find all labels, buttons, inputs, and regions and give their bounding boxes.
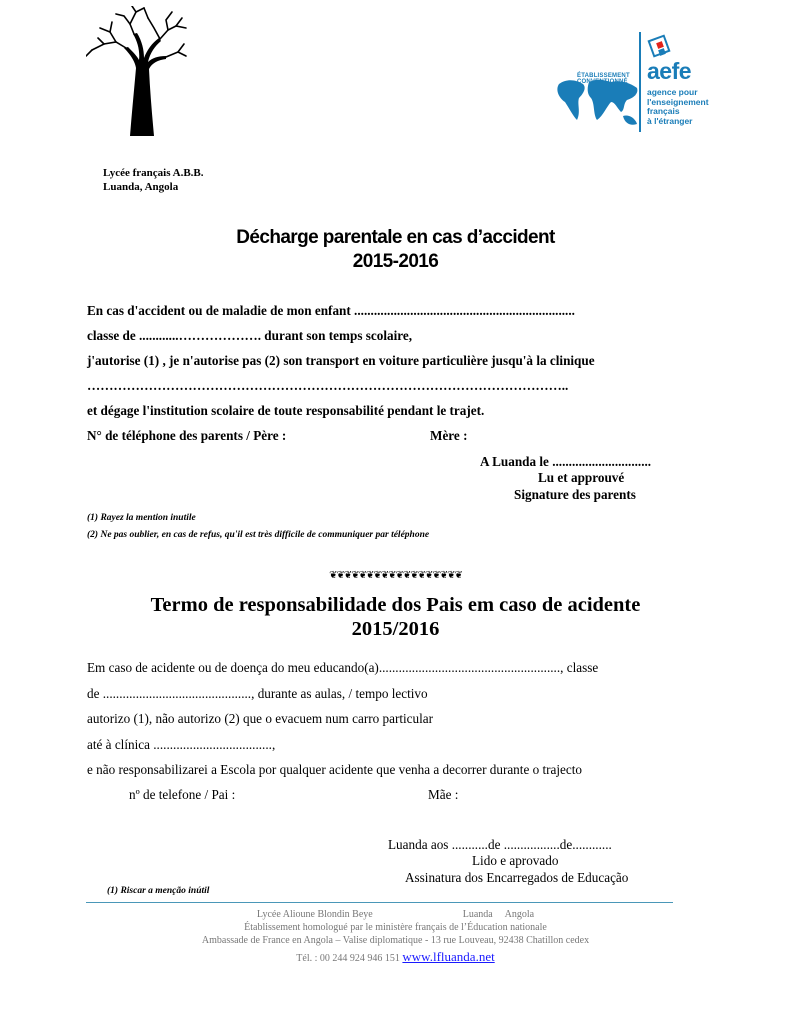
- fr-year: 2015-2016: [352, 251, 439, 272]
- footer-phone: Tél. : 00 244 924 946 151: [296, 953, 400, 964]
- fr-phone-father-label: N° de téléphone des parents / Père :: [87, 428, 287, 443]
- fr-title: Décharge parentale en cas d’accident: [236, 227, 555, 248]
- pt-phone-mother-label: Mãe :: [428, 787, 459, 802]
- pt-signature-label: Assinatura dos Encarregados de Educação: [405, 870, 629, 885]
- aefe-divider: [639, 32, 641, 132]
- fr-phone-mother-label: Mère :: [430, 428, 468, 443]
- fr-line-4: ………………………………………………………………………………………………..: [87, 378, 569, 393]
- fr-signature-label: Signature des parents: [514, 487, 636, 502]
- baobab-tree-logo: [86, 6, 188, 136]
- pt-line-2: de ............................................., durante as aulas, / tempo lectivo: [87, 686, 428, 701]
- pt-title: Termo de responsabilidade dos Pais em caso de acidente: [150, 594, 641, 616]
- pt-read-approved: Lido e aprovado: [472, 853, 559, 868]
- fr-line-3: j'autorise (1) , je n'autorise pas (2) son transport en voiture particulière jusqu'à la clinique: [87, 353, 595, 368]
- aefe-tag3: français: [647, 106, 680, 116]
- ornament-separator: ❦❦❦❦❦❦❦❦❦❦❦❦❦❦❦❦❦❦: [329, 570, 462, 581]
- pt-place-date: Luanda aos ...........de .................de............: [388, 837, 612, 852]
- school-name: Lycée français A.B.B.: [103, 167, 204, 179]
- pt-note-1: (1) Riscar a menção inútil: [107, 886, 210, 896]
- pt-line-4: até à clínica ....................................,: [87, 737, 276, 752]
- aefe-badge-line1: ÉTABLISSEMENT: [577, 73, 630, 79]
- aefe-tag2: l'enseignement: [647, 96, 709, 107]
- fr-line-5: et dégage l'institution scolaire de toute responsabilité pendant le trajet.: [87, 403, 485, 418]
- footer-homologation: Établissement homologué par le ministère français de l’Éducation nationale: [244, 922, 547, 933]
- aefe-tag1: agence pour: [647, 87, 698, 97]
- footer-address: Ambassade de France en Angola – Valise diplomatique - 13 rue Louveau, 92438 Chatillon cedex: [201, 935, 590, 946]
- fr-note-1: (1) Rayez la mention inutile: [87, 513, 196, 523]
- fr-line-2: classe de ............………………. durant son temps scolaire,: [87, 328, 413, 343]
- aefe-tag4: à l'étranger: [647, 115, 693, 126]
- aefe-logo: [553, 30, 718, 135]
- pt-line-3: autorizo (1), não autorizo (2) que o evacuem num carro particular: [87, 711, 434, 726]
- aefe-name: aefe: [647, 58, 692, 84]
- fr-note-2: (2) Ne pas oublier, en cas de refus, qu'il est très difficile de communiquer par téléphone: [87, 530, 430, 540]
- pt-line-5: e não responsabilizarei a Escola por qualquer acidente que venha a decorrer durante o trajecto: [87, 762, 583, 777]
- fr-line-1: En cas d'accident ou de maladie de mon enfant ...................................................................: [87, 303, 575, 318]
- footer-website-link[interactable]: www.lfluanda.net: [402, 949, 495, 964]
- pt-line-1: Em caso de acidente ou de doença do meu educando(a)......................................................., classe: [87, 660, 599, 675]
- pt-phone-father-label: nº de telefone / Pai :: [129, 787, 236, 802]
- footer-rule: [86, 902, 673, 903]
- footer-school-line: Lycée Alioune Blondin Beye Luanda Angola: [256, 909, 535, 920]
- fr-read-approved: Lu et approuvé: [538, 470, 625, 485]
- school-city: Luanda, Angola: [103, 181, 179, 193]
- pt-year: 2015/2016: [351, 618, 440, 640]
- fr-place-date: A Luanda le ..............................: [480, 454, 652, 469]
- aefe-badge-line2: CONVENTIONNÉ: [577, 79, 628, 85]
